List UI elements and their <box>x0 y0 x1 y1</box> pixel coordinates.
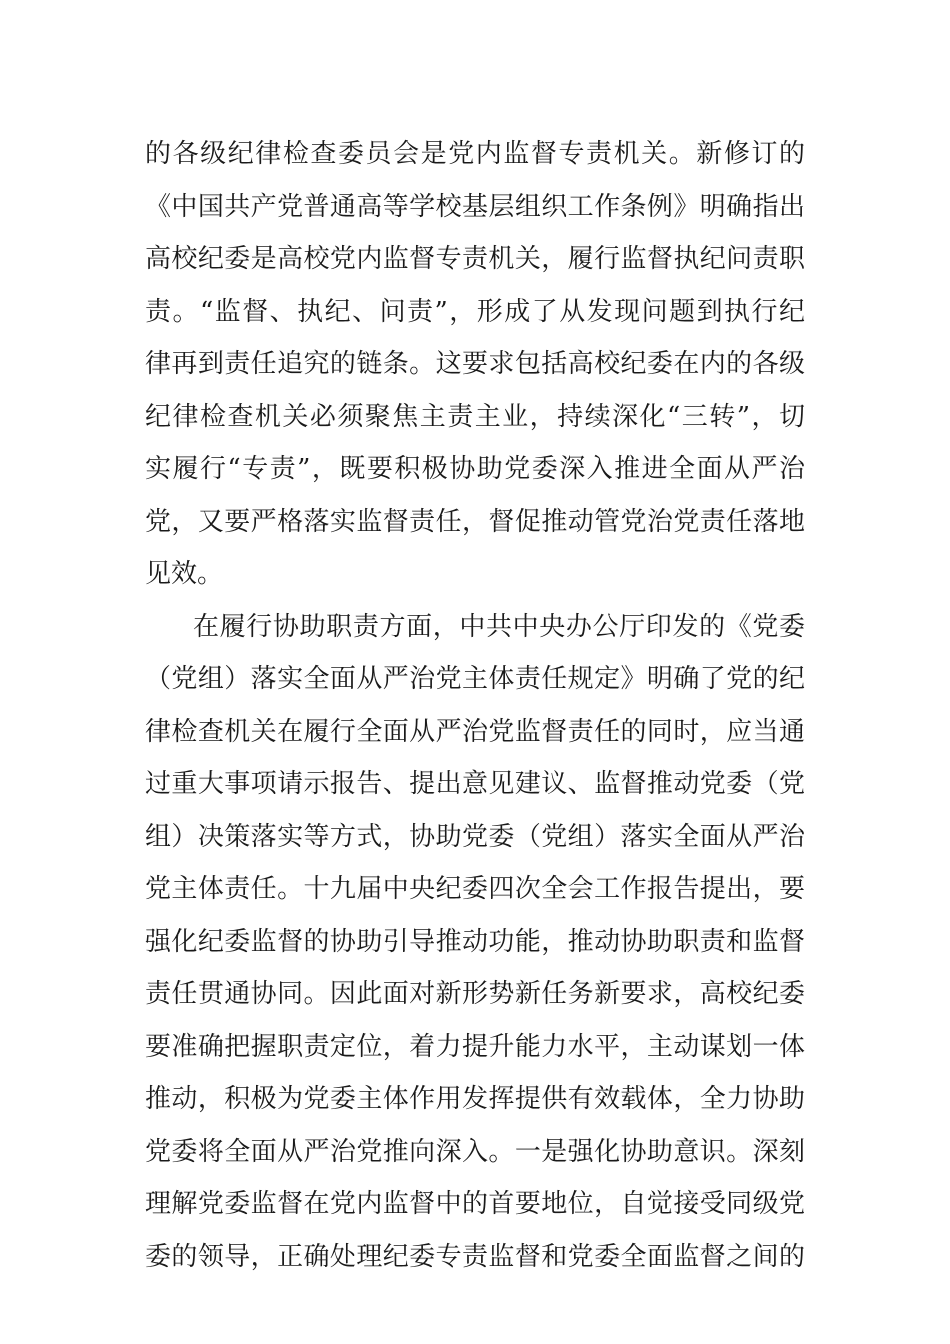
text-line: （党组）落实全面从严治党主体责任规定》明确了党的纪 <box>145 664 805 694</box>
text-line-last: 见效。 <box>145 559 224 589</box>
text-line: 责。“监督、执纪、问责”，形成了从发现问题到执行纪 <box>145 296 805 327</box>
text-line-first: 在履行协助职责方面，中共中央办公厅印发的《党委 <box>193 611 805 642</box>
document-body <box>145 128 805 1283</box>
text-line: 理解党委监督在党内监督中的首要地位，自觉接受同级党 <box>145 1189 805 1219</box>
text-line: 推动，积极为党委主体作用发挥提供有效载体，全力协助 <box>145 1084 805 1114</box>
paragraph-2 <box>145 601 805 1284</box>
text-line: 实履行“专责”，既要积极协助党委深入推进全面从严治 <box>145 454 805 484</box>
text-line: 党，又要严格落实监督责任，督促推动管党治党责任落地 <box>145 506 805 537</box>
text-line: 党委将全面从严治党推向深入。一是强化协助意识。深刻 <box>145 1136 805 1167</box>
text-line: 要准确把握职责定位，着力提升能力水平，主动谋划一体 <box>145 1031 805 1062</box>
text-line: 纪律检查机关必须聚焦主责主业，持续深化“三转”，切 <box>145 401 805 432</box>
text-line: 的各级纪律检查委员会是党内监督专责机关。新修订的 <box>145 139 805 169</box>
text-line: 高校纪委是高校党内监督专责机关，履行监督执纪问责职 <box>145 244 805 274</box>
text-line: 律检查机关在履行全面从严治党监督责任的同时，应当通 <box>145 716 805 747</box>
text-line: 党主体责任。十九届中央纪委四次全会工作报告提出，要 <box>145 874 805 904</box>
text-line: 《中国共产党普通高等学校基层组织工作条例》明确指出 <box>145 191 805 222</box>
text-line: 强化纪委监督的协助引导推动功能，推动协助职责和监督 <box>145 926 805 957</box>
text-line: 委的领导，正确处理纪委专责监督和党委全面监督之间的 <box>145 1241 805 1272</box>
text-line: 责任贯通协同。因此面对新形势新任务新要求，高校纪委 <box>145 979 805 1009</box>
paragraph-1 <box>145 128 805 601</box>
text-line: 律再到责任追究的链条。这要求包括高校纪委在内的各级 <box>145 349 805 379</box>
text-line: 组）决策落实等方式，协助党委（党组）落实全面从严治 <box>145 821 805 852</box>
text-line: 过重大事项请示报告、提出意见建议、监督推动党委（党 <box>145 769 805 799</box>
